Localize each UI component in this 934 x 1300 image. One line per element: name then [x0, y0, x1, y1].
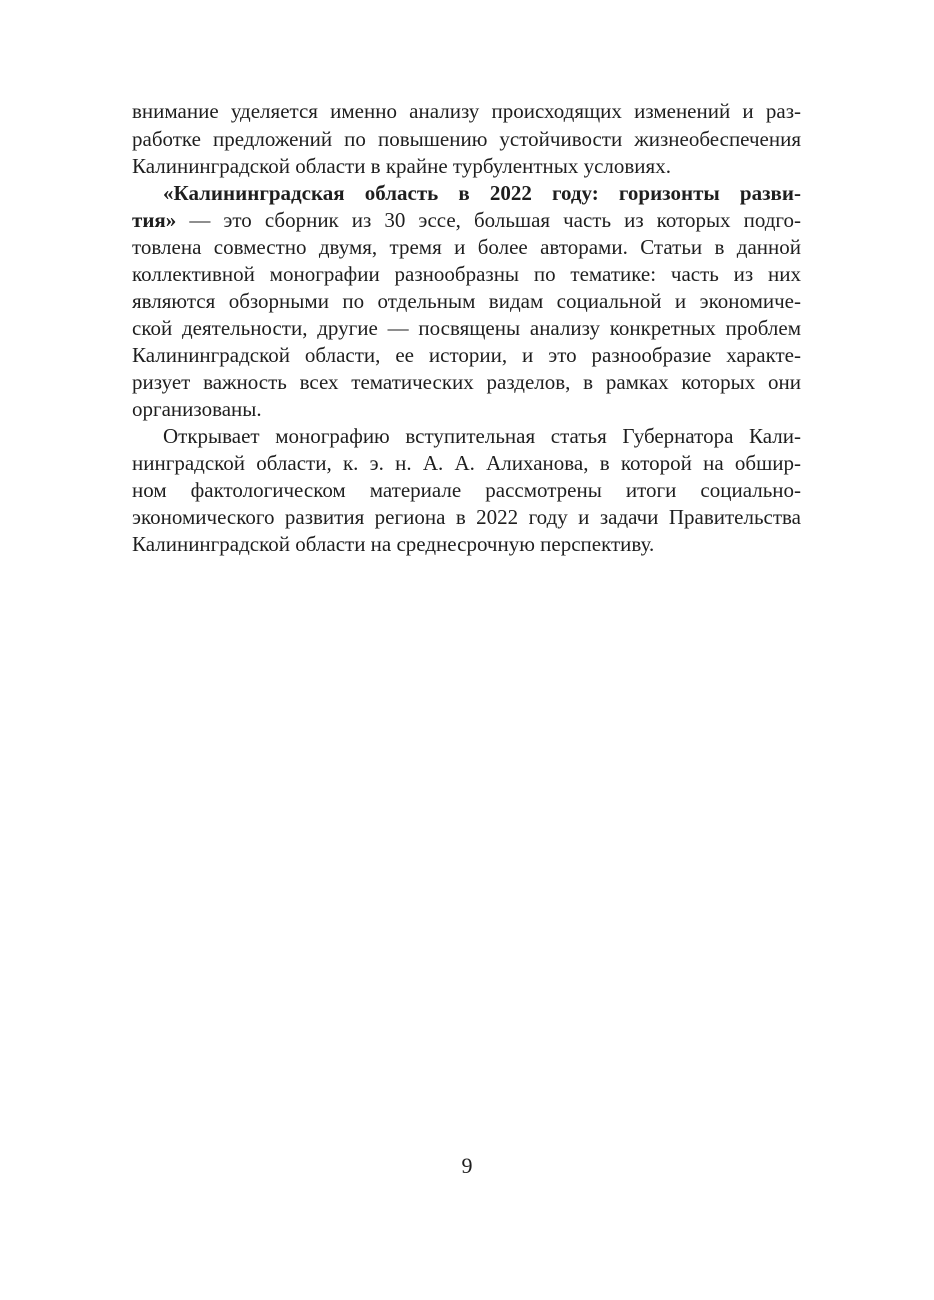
paragraph-2-line-6: ской деятельности, другие — посвящены анализу конкретных проблем [132, 316, 801, 340]
paragraph-2-line-1 [163, 179, 801, 207]
paragraph-2-line-2-text: — это сборник из 30 эссе, большая часть из которых подго- [176, 208, 801, 232]
paragraph-2-line-7: Калининградской области, ее истории, и это разнообразие характе- [132, 343, 801, 367]
paragraph-2-line-4: коллективной монографии разнообразны по тематике: часть из них [132, 262, 801, 286]
paragraph-1-line-2: работке предложений по повышению устойчивости жизнеобеспечения [132, 127, 801, 151]
paragraph-2-line-8: ризует важность всех тематических разделов, в рамках которых они [132, 370, 801, 394]
paragraph-2-line-2 [132, 206, 801, 234]
paragraph-1-line-1: внимание уделяется именно анализу происходящих изменений и раз- [132, 99, 801, 123]
paragraph-3-line-3: ном фактологическом материале рассмотрены итоги социально- [132, 478, 801, 502]
paragraph-3-line-4: экономического развития региона в 2022 году и задачи Правительства [132, 505, 801, 529]
paragraph-2-line-3: товлена совместно двумя, тремя и более авторами. Статьи в данной [132, 235, 801, 259]
paragraph-3-line-1: Открывает монографию вступительная статья Губернатора Кали- [163, 424, 801, 448]
paragraph-1-line-3: Калининградской области в крайне турбулентных условиях. [132, 154, 671, 178]
paragraph-2-line-5: являются обзорными по отдельным видам социальной и экономиче- [132, 289, 801, 313]
paragraph-2-line-9: организованы. [132, 397, 262, 421]
page-number: 9 [461, 1153, 473, 1178]
monograph-title-part-1: «Калининградская область в 2022 году: горизонты разви- [163, 181, 801, 205]
monograph-title-part-2: тия» [132, 208, 177, 232]
paragraph-3-line-2: нинградской области, к. э. н. А. А. Алиханова, в которой на обшир- [132, 451, 801, 475]
paragraph-3-line-5: Калининградской области на среднесрочную перспективу. [132, 532, 655, 556]
